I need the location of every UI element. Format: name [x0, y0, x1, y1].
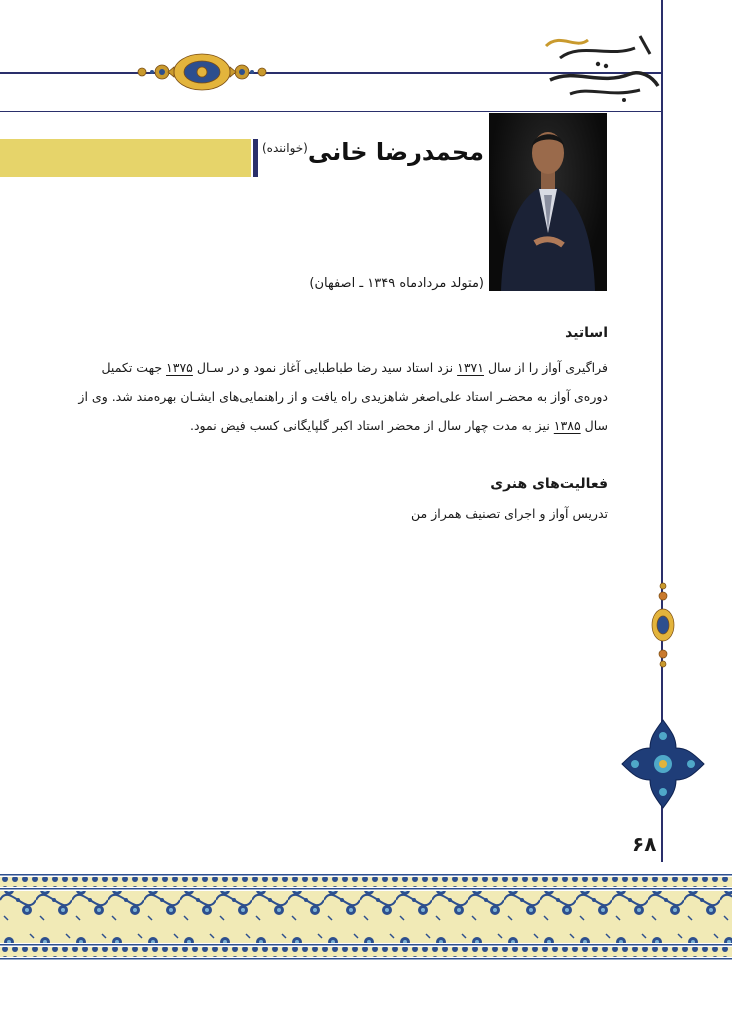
- banner-divider: [253, 139, 258, 177]
- calligraphy-logo: [540, 28, 664, 108]
- top-ornament-icon: [128, 48, 276, 96]
- star-ornament-icon: [620, 718, 706, 810]
- header-rule: [0, 111, 662, 112]
- teachers-paragraph-line: سال ۱۳۸۵ نیز به مدت چهار سال از محضر استاد اکبر گلپایگانی کسب فیض نمود.: [189, 418, 608, 433]
- activities-text: تدریس آواز و اجرای تصنیف همراز من: [411, 506, 608, 521]
- side-medallion-icon: [650, 580, 676, 670]
- teachers-paragraph-line: دوره‌ی آواز به محضـر استاد علی‌اصغر شاهزیدی راه یافت و از راهنمایی‌های ایشـان بهره‌مند شد. وی از: [78, 389, 608, 404]
- person-name: محمدرضا خانی: [307, 138, 484, 166]
- page-number: ۶۸: [632, 832, 657, 856]
- teachers-paragraph-line: فراگیری آواز را از سال ۱۳۷۱ نزد استاد سید رضا طباطبایی آغاز نمود و در سـال ۱۳۷۵ جهت تکمیل: [101, 360, 608, 375]
- name-banner-bar: [0, 139, 251, 177]
- teachers-heading: اساتید: [565, 325, 608, 341]
- birth-info: (متولد مردادماه ۱۳۴۹ ـ اصفهان): [309, 276, 484, 291]
- decorative-border: [0, 874, 732, 962]
- portrait-photo: [489, 113, 607, 291]
- role-label: (خواننده): [262, 141, 308, 155]
- activities-heading: فعالیت‌های هنری: [490, 476, 608, 492]
